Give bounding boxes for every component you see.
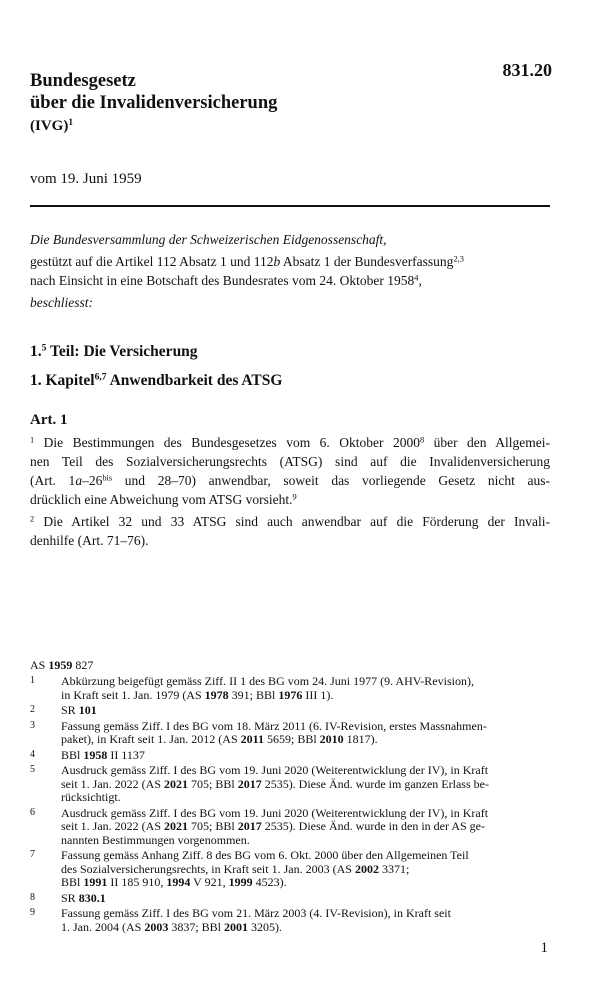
preamble bbox=[30, 230, 555, 312]
footnote-number: 6 bbox=[30, 806, 35, 818]
footnote-item bbox=[30, 807, 555, 848]
preamble-text-italic: b bbox=[273, 254, 281, 269]
footnote-text bbox=[61, 807, 555, 848]
paragraph-line bbox=[30, 433, 550, 452]
footnote-number: 8 bbox=[30, 891, 35, 903]
paragraph-line bbox=[30, 512, 550, 531]
title-line-1: Bundesgesetz bbox=[30, 71, 136, 91]
paragraph-text: drücklich eine Abweichung vom ATSG vorsieht. bbox=[30, 492, 293, 507]
article-title: Art. 1 bbox=[30, 412, 68, 428]
preamble-line-1: Die Bundesversammlung der Schweizerischen Eidgenossenschaft, bbox=[30, 232, 387, 247]
footnote-item bbox=[30, 704, 555, 718]
sr-number: 831.20 bbox=[502, 60, 552, 80]
article-paragraph-2 bbox=[30, 512, 550, 550]
law-title bbox=[30, 70, 430, 114]
law-abbreviation bbox=[30, 118, 73, 135]
footnote-line: in Kraft seit 1. Jan. 1979 (AS 1978 391; BBl 1976 III 1). bbox=[61, 687, 334, 702]
paragraph-line bbox=[30, 471, 550, 490]
footnote-ref: 8 bbox=[419, 435, 425, 445]
heading-text: Anwendbarkeit des ATSG bbox=[106, 372, 283, 389]
preamble-line-4: beschliesst: bbox=[30, 295, 93, 310]
paragraph-text: –26 bbox=[82, 473, 103, 488]
heading-kapitel bbox=[30, 372, 282, 390]
footnote-ref: 4 bbox=[414, 273, 419, 283]
footnote-number: 5 bbox=[30, 764, 35, 775]
as-prefix: AS bbox=[30, 658, 49, 672]
as-reference bbox=[30, 658, 93, 673]
preamble-text: gestützt auf die Artikel 112 Absatz 1 und 112 bbox=[30, 254, 274, 269]
paragraph-line: nen Teil des Sozialversicherungsrechts (ATSG) sind auf die Invalidenversicherung bbox=[30, 454, 550, 469]
header-divider bbox=[30, 205, 550, 207]
footnote-item bbox=[30, 749, 555, 763]
paragraph-text: und 28–70) anwendbar, soweit das vorliegende Gesetz nicht aus- bbox=[112, 473, 550, 488]
footnote-text bbox=[61, 675, 555, 702]
footnote-number: 4 bbox=[30, 748, 35, 760]
paragraph-number: 2 bbox=[30, 514, 35, 524]
footnote-ref: 5 bbox=[41, 342, 47, 354]
heading-text: 1. Kapitel bbox=[30, 372, 95, 389]
footnote-line: des Sozialversicherungsrechts, in Kraft seit 1. Jan. 2003 (AS 2002 3371; bbox=[61, 861, 410, 876]
footnote-line: 1. Jan. 2004 (AS 2003 3837; BBl 2001 3205). bbox=[61, 919, 283, 934]
footnote-number: 9 bbox=[30, 907, 35, 918]
footnote-line: BBl 1991 II 185 910, 1994 V 921, 1999 4523). bbox=[61, 875, 287, 889]
footnote-line: SR 830.1 bbox=[61, 890, 106, 905]
abbreviation-text: (IVG) bbox=[30, 118, 69, 134]
footnote-item bbox=[30, 720, 555, 747]
as-year: 1959 bbox=[48, 658, 73, 672]
page-number: 1 bbox=[540, 940, 548, 956]
footnote-text bbox=[61, 892, 555, 906]
paragraph-text: Die Bestimmungen des Bundesgesetzes vom 6. Oktober 2000 bbox=[34, 435, 420, 450]
as-page: 827 bbox=[72, 658, 94, 672]
footnote-item bbox=[30, 849, 555, 890]
footnote-line: seit 1. Jan. 2022 (AS 2021 705; BBl 2017 2535). Diese Änd. wurde in den in der AS ge- bbox=[61, 819, 485, 833]
footnote-item bbox=[30, 907, 555, 934]
footnote-line: Abkürzung beigefügt gemäss Ziff. II 1 des BG vom 24. Juni 1977 (9. AHV-Revision), bbox=[61, 674, 474, 688]
footnote-ref: 1 bbox=[68, 117, 73, 128]
paragraph-number: 1 bbox=[30, 435, 35, 445]
footnote-ref: 2,3 bbox=[453, 254, 464, 264]
enactment-date: vom 19. Juni 1959 bbox=[30, 171, 142, 187]
footnote-line: nannten Bestimmungen vorgenommen. bbox=[61, 832, 250, 847]
footnote-line: Fassung gemäss Anhang Ziff. 8 des BG vom 6. Okt. 2000 über den Allgemeinen Teil bbox=[61, 848, 469, 862]
preamble-line-2 bbox=[30, 252, 555, 271]
article-paragraph-1 bbox=[30, 433, 550, 509]
footnote-line: rücksichtigt. bbox=[61, 790, 121, 804]
bis-superscript: bis bbox=[102, 473, 113, 483]
preamble-text: nach Einsicht in eine Botschaft des Bundesrates vom 24. Oktober 1958 bbox=[30, 273, 415, 288]
footnote-number: 3 bbox=[30, 719, 35, 731]
footnote-text bbox=[61, 704, 555, 718]
footnote-text bbox=[61, 764, 555, 805]
paragraph-text-italic: a bbox=[75, 473, 83, 488]
footnote-line: Fassung gemäss Ziff. I des BG vom 18. März 2011 (6. IV-Revision, erstes Massnahmen- bbox=[61, 718, 487, 733]
footnote-text bbox=[61, 720, 555, 747]
footnote-text bbox=[61, 749, 555, 763]
footnote-item bbox=[30, 892, 555, 906]
footnote-number: 2 bbox=[30, 704, 35, 715]
footnote-line: BBl 1958 II 1137 bbox=[61, 747, 145, 762]
paragraph-text: Die Artikel 32 und 33 ATSG sind auch anwendbar auf die Förderung der Invali- bbox=[34, 514, 550, 529]
footnote-item bbox=[30, 764, 555, 805]
paragraph-line: denhilfe (Art. 71–76). bbox=[30, 533, 149, 548]
footnote-line: Fassung gemäss Ziff. I des BG vom 21. März 2003 (4. IV-Revision), in Kraft seit bbox=[61, 906, 451, 920]
footnote-line: seit 1. Jan. 2022 (AS 2021 705; BBl 2017 2535). Diese Änd. wurde im ganzen Erlass be- bbox=[61, 776, 489, 791]
footnote-ref: 9 bbox=[292, 492, 297, 502]
heading-teil bbox=[30, 343, 198, 361]
footnote-number: 1 bbox=[30, 675, 35, 686]
footnote-item bbox=[30, 675, 555, 702]
paragraph-text: über den Allgemei- bbox=[424, 435, 550, 450]
title-line-2: über die Invalidenversicherung bbox=[30, 93, 278, 113]
paragraph-line bbox=[30, 490, 550, 509]
footnotes bbox=[30, 675, 555, 936]
footnote-ref: 6,7 bbox=[94, 371, 107, 383]
preamble-line-3 bbox=[30, 271, 555, 290]
footnote-line: Ausdruck gemäss Ziff. I des BG vom 19. Juni 2020 (Weiterentwicklung der IV), in Kraft bbox=[61, 763, 489, 777]
footnote-text bbox=[61, 849, 555, 890]
footnote-line: SR 101 bbox=[61, 703, 97, 717]
heading-text: Teil: Die Versicherung bbox=[46, 343, 198, 360]
footnote-line: Ausdruck gemäss Ziff. I des BG vom 19. Juni 2020 (Weiterentwicklung der IV), in Kraft bbox=[61, 805, 489, 820]
footnote-text bbox=[61, 907, 555, 934]
footnote-number: 7 bbox=[30, 849, 35, 860]
preamble-text: , bbox=[418, 273, 422, 288]
footnote-line: paket), in Kraft seit 1. Jan. 2012 (AS 2011 5659; BBl 2010 1817). bbox=[61, 732, 378, 746]
paragraph-text: (Art. 1 bbox=[30, 473, 76, 488]
preamble-text: Absatz 1 der Bundesverfassung bbox=[280, 254, 454, 269]
heading-text: 1. bbox=[30, 343, 42, 360]
